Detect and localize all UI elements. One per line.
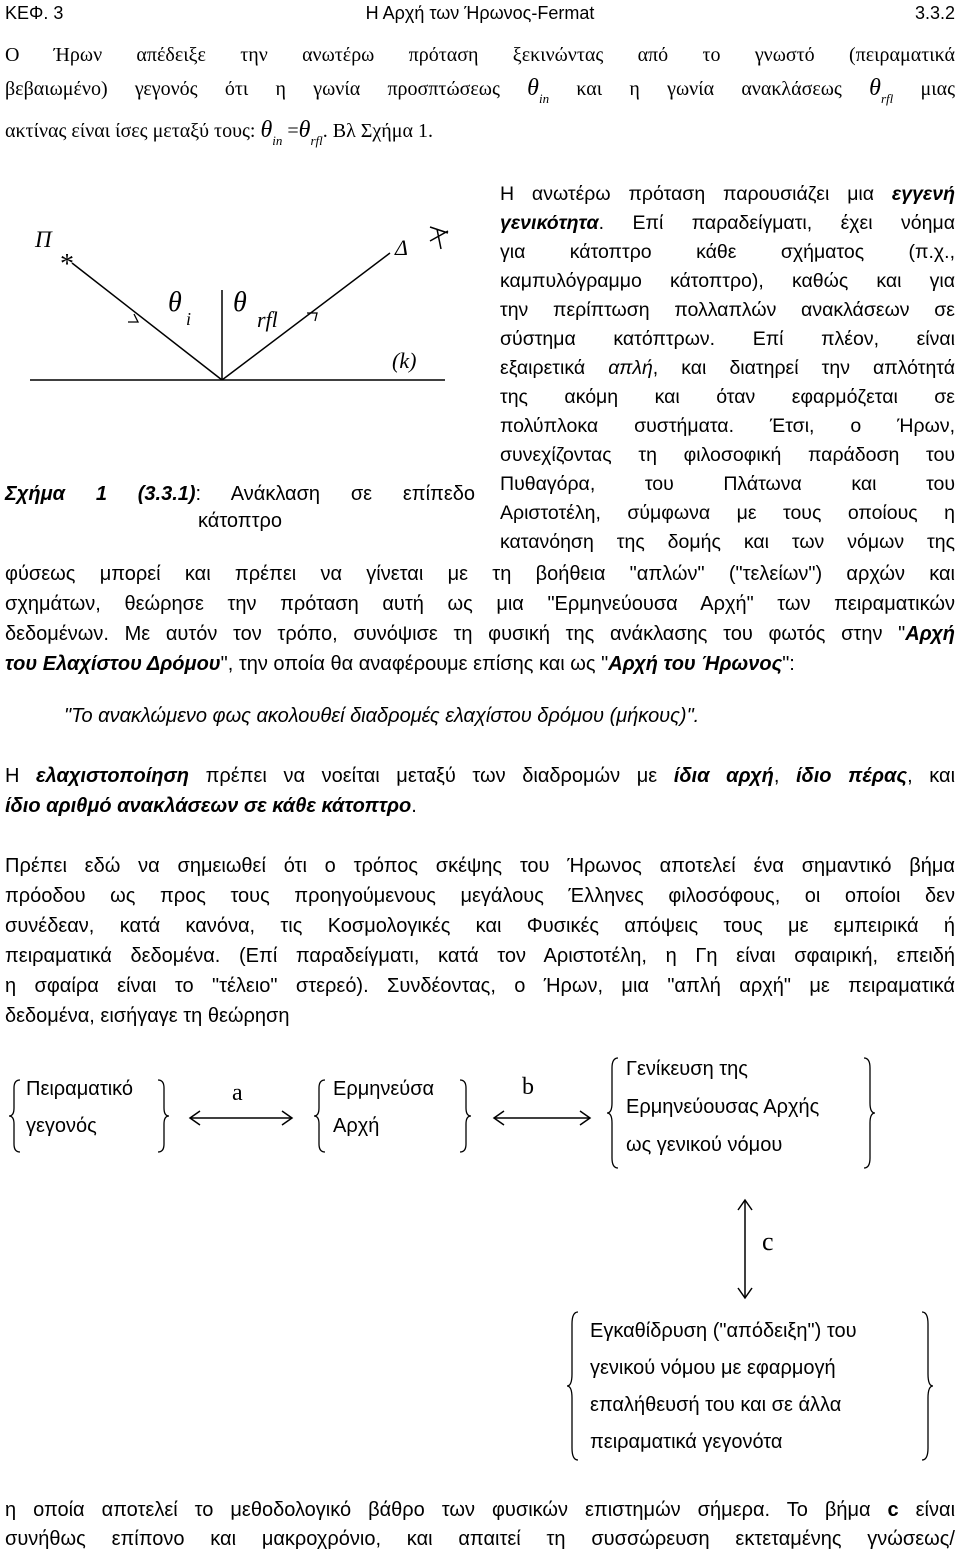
box4-line-3: επαλήθευσή του και σε άλλα xyxy=(590,1394,842,1416)
right-line-12: Αριστοτέλη, σύμφωνα με τους οποίους η xyxy=(500,502,955,524)
source-star: * xyxy=(60,249,74,280)
body1-line-3: δεδομένων. Με αυτόν τον τρόπο, συνόψισε τη φυσική της ανάκλασης του φωτός στην "Αρχή xyxy=(5,623,955,645)
box3-right-brace xyxy=(864,1058,875,1168)
body2-line-2: ίδιο αριθμό ανακλάσεων σε κάθε κάτοπτρο. xyxy=(5,795,417,817)
label-p: Π xyxy=(35,227,52,252)
box4-left-brace xyxy=(567,1312,578,1460)
principle-quote: "Το ανακλώμενο φως ακολουθεί διαδρομές ελαχίστου δρόμου (μήκους)". xyxy=(64,705,700,727)
right-line-9: πολύπλοκα συστήματα. Έτσι, ο Ήρων, xyxy=(500,415,955,437)
box3-line-3: ως γενικού νόμου xyxy=(626,1134,783,1156)
theta-rfl-label: θ xyxy=(233,287,247,318)
body3-line-6: δεδομένα, εισήγαγε τη θεώρηση xyxy=(5,1005,290,1027)
label-c: c xyxy=(762,1227,774,1256)
body2-line-1: Η ελαχιστοποίηση πρέπει να νοείται μεταξύ των διαδρομών με ίδια αρχή, ίδιο πέρας, και xyxy=(5,765,956,787)
right-line-8: της ακόμη και όταν εφαρμόζεται σε xyxy=(500,386,955,408)
box2-line-2: Αρχή xyxy=(333,1115,380,1137)
theta-rfl-symbol: $\theta_{rfl}$ xyxy=(869,75,894,106)
intro-line-1: Ο Ήρων απέδειξε την ανωτέρω πρόταση ξεκινώντας από το γνωστό (πειραματικά xyxy=(5,44,955,66)
figure-caption-2: κάτοπτρο xyxy=(198,510,282,532)
box4-right-brace xyxy=(922,1312,933,1460)
footer-line-2: συνήθως επίπονο και μακροχρόνιο, και απαιτεί τη συσσώρευση εκτεταμένης γνώσεως/ xyxy=(5,1528,955,1550)
box1-left-brace xyxy=(9,1080,20,1152)
box1-right-brace xyxy=(158,1080,169,1152)
body3-line-1: Πρέπει εδώ να σημειωθεί ότι ο τρόπος σκέψης του Ήρωνος αποτελεί ένα σημαντικό βήμα xyxy=(5,855,955,877)
box4-line-2: γενικού νόμου με εφαρμογή xyxy=(590,1357,836,1379)
right-line-3: για κάτοπτρο κάθε σχήματος (π.χ., xyxy=(500,241,955,263)
box3-line-1: Γενίκευση της xyxy=(626,1058,748,1080)
right-line-11: Πυθαγόρα, του Πλάτωνα και του xyxy=(500,473,955,495)
label-b: b xyxy=(522,1074,534,1100)
box3-left-brace xyxy=(607,1058,618,1168)
intro-line-3: ακτίνας είναι ίσες μεταξύ τους: $\theta_{in} =\theta_{rfl}$. Βλ Σχήμα 1. xyxy=(5,117,433,148)
right-line-4: καμπυλόγραμμο κάτοπτρο), καθώς και για xyxy=(500,270,955,292)
svg-text:rfl: rfl xyxy=(257,307,278,332)
observer-eye-icon xyxy=(430,227,448,249)
intro-line-2: βεβαιωμένο) γεγονός ότι η γωνία προσπτώσεως $\theta_{in}$ και η γωνία ανακλάσεως $\theta_{rfl}$ μιας xyxy=(5,75,956,106)
box4-line-1: Εγκαθίδρυση ("απόδειξη") του xyxy=(590,1320,857,1342)
body3-line-2: πρόοδου ως προς τους προηγούμενους μεγάλους Έλληνες φιλοσόφους, οι οποίοι δεν xyxy=(5,885,955,907)
right-line-13: κατανόηση της δομής και των νόμων της xyxy=(500,531,955,553)
svg-text:i: i xyxy=(186,309,192,329)
body1-line-4: του Ελαχίστου Δρόμου", την οποία θα αναφέρουμε επίσης και ως "Αρχή του Ήρωνος": xyxy=(5,653,795,675)
box2-left-brace xyxy=(314,1080,325,1152)
section-number: 3.3.2 xyxy=(914,3,955,23)
footer-line-1: η οποία αποτελεί το μεθοδολογικό βάθρο των φυσικών επιστημών σήμερα. Το βήμα c είναι xyxy=(5,1499,956,1521)
right-line-5: την περίπτωση πολλαπλών ανακλάσεων σε xyxy=(500,299,955,321)
incident-arrow xyxy=(128,314,138,322)
figure-caption: Σχήμα 1 (3.3.1): Ανάκλαση σε επίπεδο xyxy=(5,483,476,505)
body3-line-3: συνέδεαν, κατά κανόνα, τις Κοσμολογικές και Φυσικές απόψεις τους με εμπειρικά ή xyxy=(5,915,955,937)
reflection-figure xyxy=(0,185,480,475)
theta-i-label: θ xyxy=(168,287,182,318)
chapter-label: ΚΕΦ. 3 xyxy=(5,3,64,23)
incident-ray xyxy=(72,263,222,380)
box1-line-2: γεγονός xyxy=(26,1115,97,1137)
body3-line-4: πειραματικά δεδομένα. (Επί παραδείγματι, κατά τον Αριστοτέλη, η Γη είναι σφαιρική, επειδή xyxy=(5,945,955,967)
body1-line-1: φύσεως μπορεί και πρέπει να γίνεται με τη βοήθεια "απλών" ("τελείων") αρχών και xyxy=(5,563,955,585)
box4-line-4: πειραματικά γεγονότα xyxy=(590,1431,783,1453)
right-line-6: σύστημα κατόπτρων. Επί πλέον, είναι xyxy=(500,328,955,350)
box2-line-1: Ερμηνεύσα xyxy=(333,1078,435,1100)
label-a: a xyxy=(232,1080,243,1106)
right-line-10: συνεχίζοντας τη φιλοσοφική παράδοση του xyxy=(500,444,955,466)
right-line-7: εξαιρετικά απλή, και διατηρεί την απλότητά xyxy=(500,357,956,379)
mirror-label-k: (k) xyxy=(392,348,417,373)
body3-line-5: η σφαίρα είναι το "τέλειο" στερεό). Συνδέοντας, ο Ήρων, μια "απλή αρχή" με πειραματικά xyxy=(5,975,955,997)
right-line-2: γενικότητα. Επί παραδείγματι, έχει νόημα xyxy=(500,212,955,234)
box2-right-brace xyxy=(460,1080,471,1152)
box1-line-1: Πειραματικό xyxy=(26,1078,134,1100)
reflected-ray xyxy=(222,253,390,380)
box3-line-2: Ερμηνεύουσας Αρχής xyxy=(626,1096,820,1118)
label-d: Δ xyxy=(395,235,408,260)
equality-formula: $\theta_{in} =\theta_{rfl}$ xyxy=(260,117,323,148)
body1-line-2: σχημάτων, θεώρησε την πρόταση αυτή ως μια "Ερμηνεύουσα Αρχή" των πειραματικών xyxy=(5,593,955,615)
theta-in-symbol: $\theta_{in}$ xyxy=(527,75,550,106)
chapter-title: Η Αρχή των Ήρωνος-Fermat xyxy=(365,3,595,23)
right-line-1: Η ανωτέρω πρόταση παρουσιάζει μια εγγενή xyxy=(500,183,955,205)
